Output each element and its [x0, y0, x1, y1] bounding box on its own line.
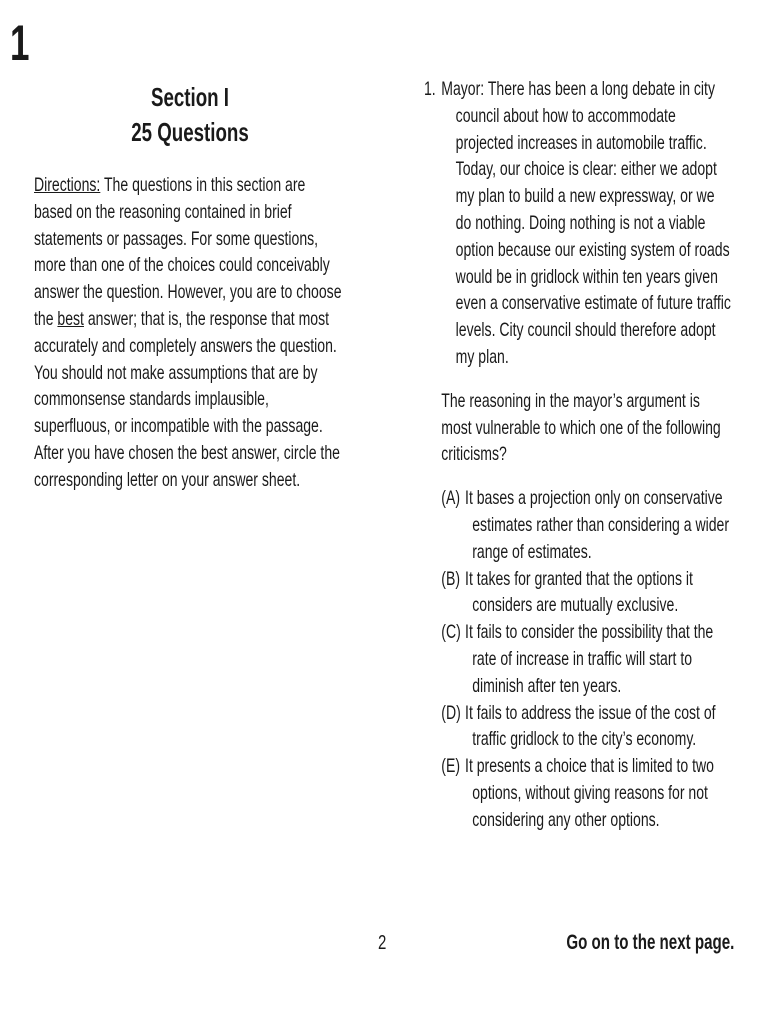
choice-letter: (B) [441, 567, 460, 590]
page-number: 2 [378, 932, 387, 954]
answer-choice-c [441, 619, 733, 699]
question-1 [424, 76, 734, 834]
directions-text-part1: The questions in this section are based on the reasoning contained in brief statements or passages. For some questions, more than one of the choices could conceivably answer the question. However, you are to choose the [34, 174, 342, 330]
section-question-count: 25 Questions [131, 117, 249, 147]
choice-text: It presents a choice that is limited to two options, without giving reasons for not considering any other options. [465, 755, 714, 831]
answer-choice-b [441, 566, 733, 620]
question-prompt: The reasoning in the mayor’s argument is most vulnerable to which one of the following criticisms? [441, 389, 721, 466]
section-heading [30, 80, 350, 150]
answer-choices [424, 485, 734, 833]
section-number: 1 [10, 15, 30, 71]
directions-emphasis: best [57, 307, 84, 330]
choice-text: It bases a projection only on conservative estimates rather than considering a wider range of estimates. [465, 487, 729, 563]
question-number: 1. [424, 78, 436, 100]
answer-choice-d [441, 700, 733, 754]
directions-paragraph [34, 172, 347, 494]
choice-letter: (C) [441, 621, 461, 644]
choice-text: It fails to consider the possibility that the rate of increase in traffic will start to diminish after ten years. [465, 621, 714, 697]
choice-text: It takes for granted that the options it considers are mutually exclusive. [465, 567, 693, 617]
section-title: Section I [150, 82, 230, 112]
answer-choice-e [441, 753, 733, 833]
choice-letter: (D) [441, 701, 461, 724]
question-stem [424, 76, 734, 371]
choice-letter: (E) [441, 755, 460, 778]
answer-choice-a [441, 485, 733, 565]
next-page-notice: Go on to the next page. [565, 931, 734, 954]
choice-text: It fails to address the issue of the cost of traffic gridlock to the city’s economy. [465, 701, 716, 751]
question-stem-text: Mayor: There has been a long debate in city council about how to accommodate projected increases in automobile traffic. Today, our choice is clear: either we adopt my plan to build a new expressway, or we do nothing. Doing nothing is not a viable option because our existing system of roads would be in gridlock within ten years given even a conservative estimate of future traffic levels. City council should therefore adopt my plan. [441, 78, 731, 368]
choice-letter: (A) [441, 487, 460, 510]
directions-label: Directions: [34, 174, 101, 196]
directions-text-part2: answer; that is, the response that most accurately and completely answers the question. You should not make assumptions that are by commonsense standards implausible, superfluous, or incompatible with the passage. After you have chosen the best answer, circle the corresponding letter on your answer sheet. [34, 307, 340, 491]
